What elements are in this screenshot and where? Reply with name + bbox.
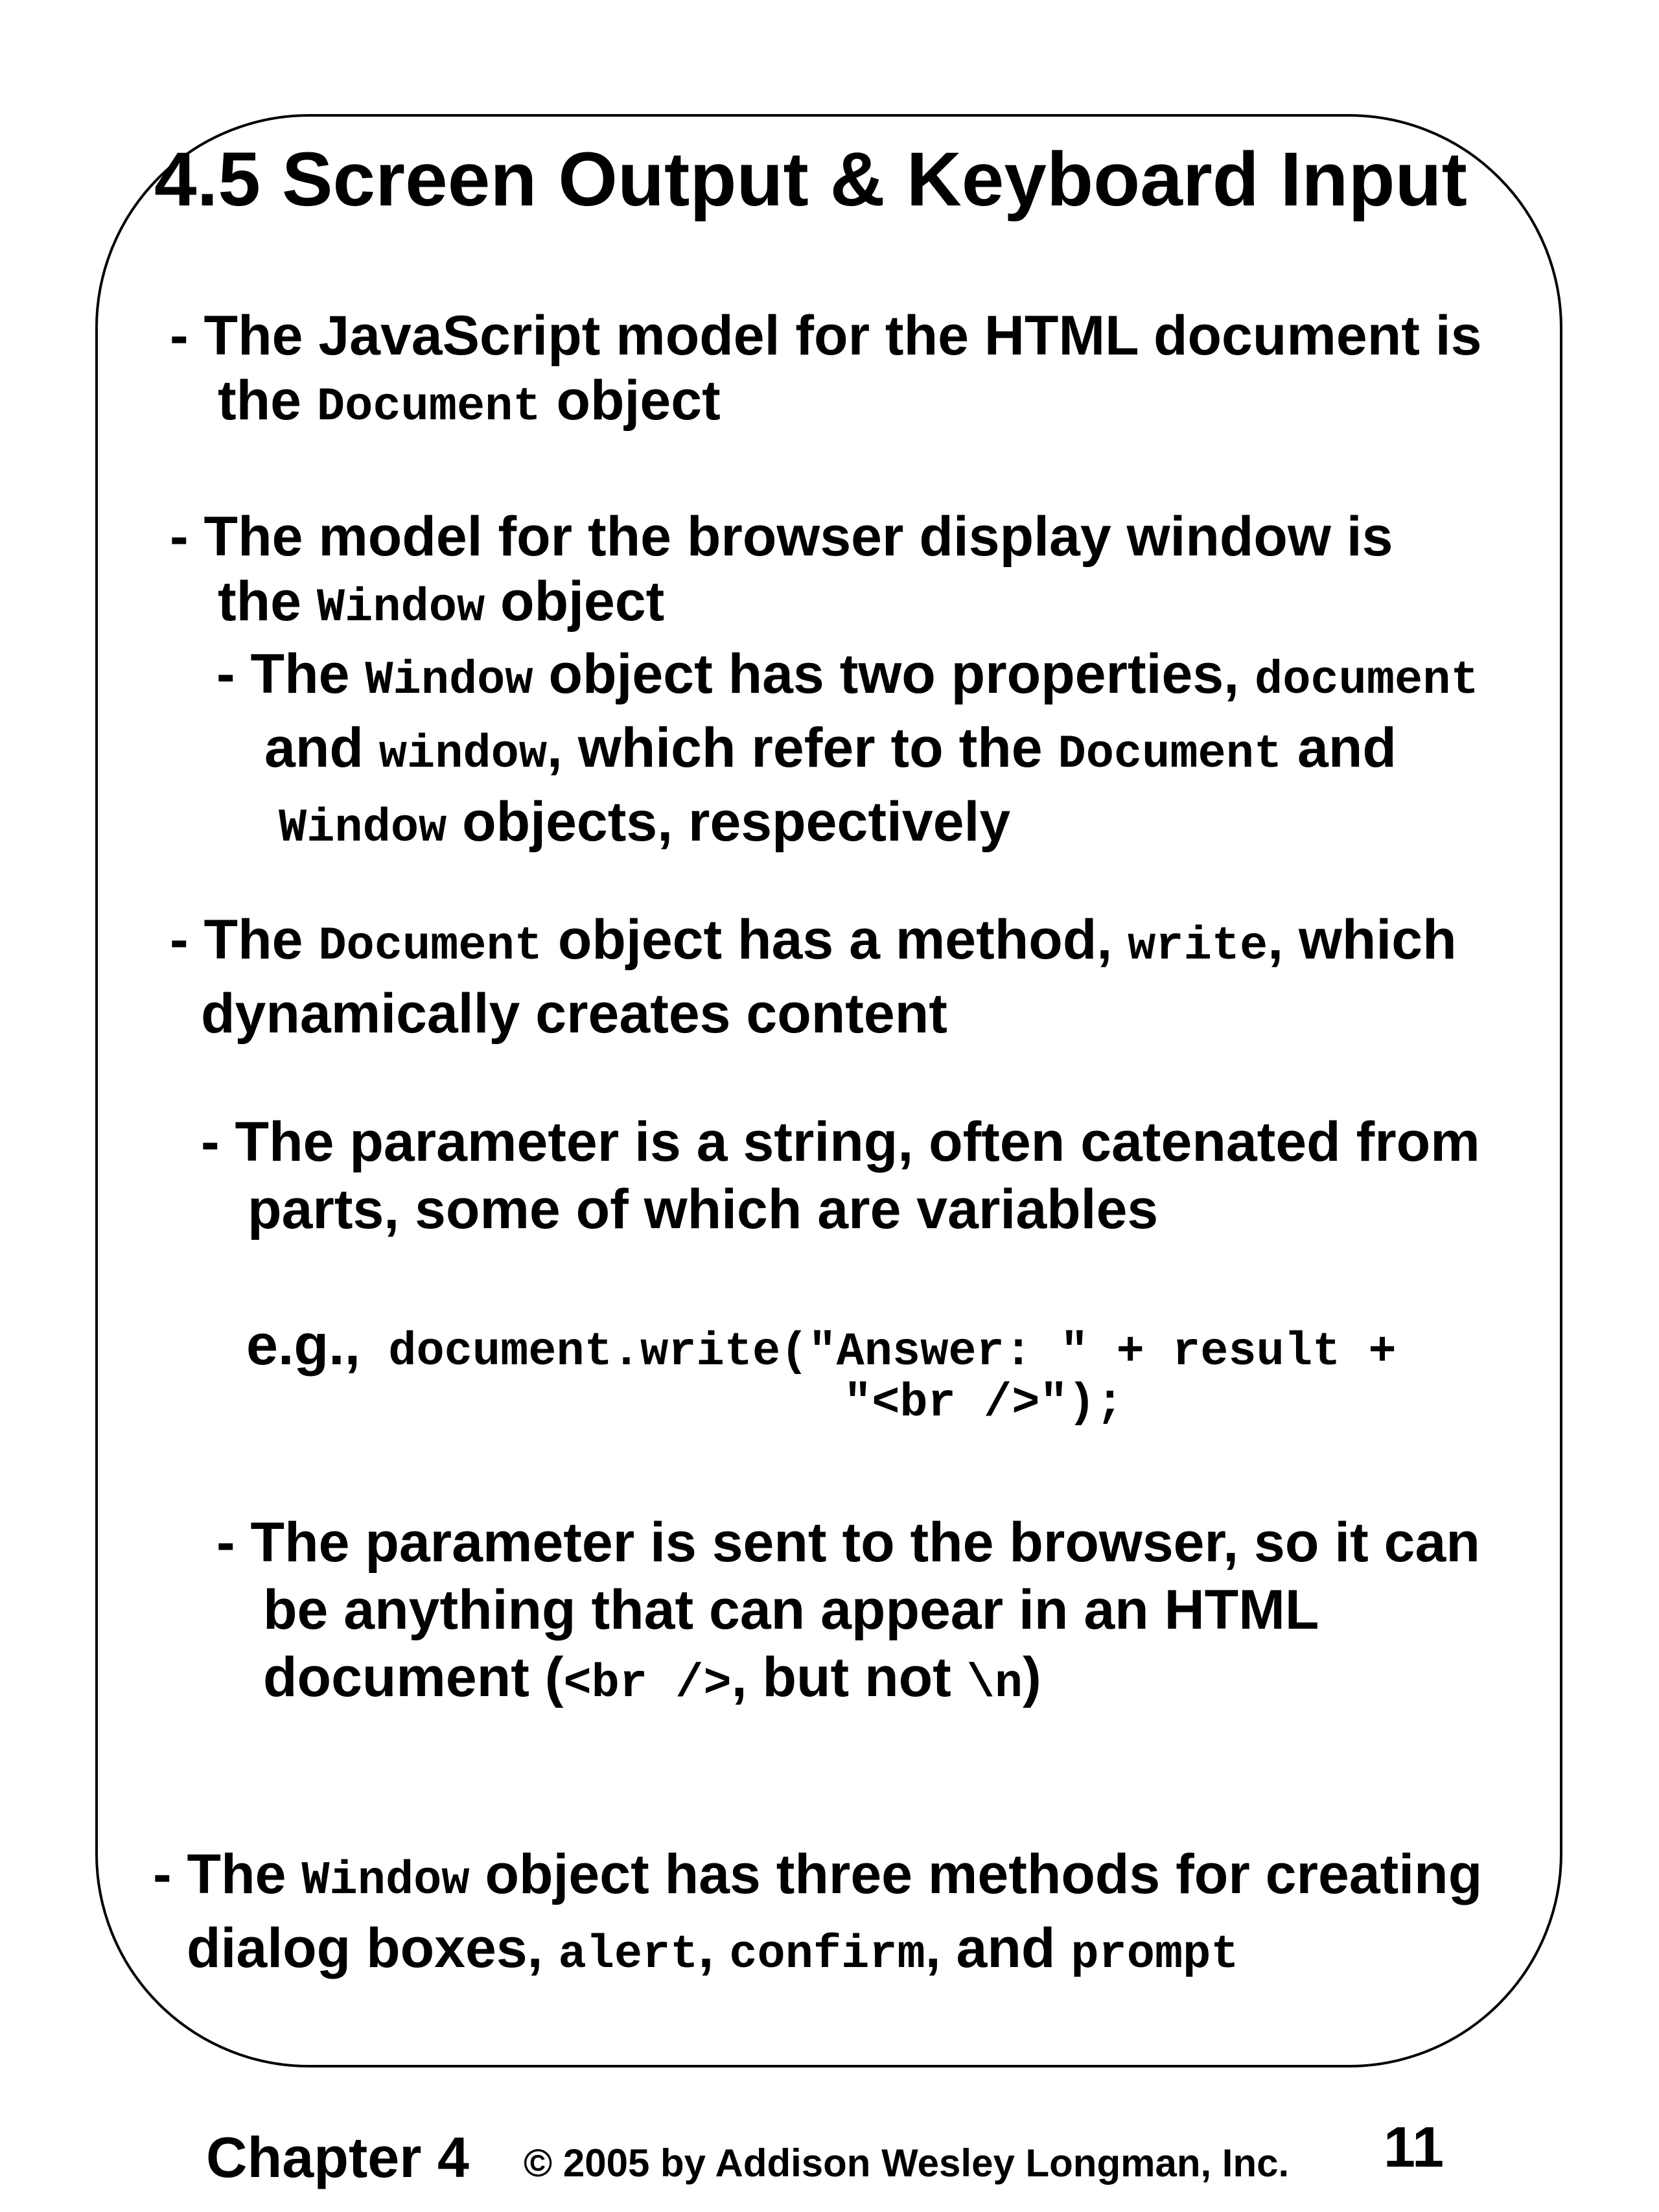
p7-line1: - The Window object has three methods for creating (153, 1843, 1483, 1907)
p3-line2: and window, which refer to the Document and (264, 717, 1397, 781)
paragraph-parameter-string (201, 1108, 1480, 1243)
paragraph-window-model (170, 504, 1393, 640)
footer-page-number: 11 (1384, 2115, 1444, 2179)
p6-line2: be anything that can appear in an HTML (263, 1579, 1319, 1641)
p2-line2: the Window object (218, 570, 665, 634)
footer-chapter: Chapter 4 (206, 2125, 469, 2189)
example-line1 (246, 1312, 1397, 1381)
paragraph-parameter-browser (216, 1509, 1480, 1717)
paragraph-window-properties (216, 640, 1479, 862)
p6-line3: document (<br />, but not \n) (263, 1646, 1041, 1710)
slide-title: 4.5 Screen Output & Keyboard Input (154, 137, 1467, 222)
p2-line1: - The model for the browser display window is (170, 506, 1393, 568)
p1-line1: - The JavaScript model for the HTML document is (170, 305, 1482, 367)
eg-label: e.g., (246, 1312, 361, 1377)
p4-line1: - The Document object has a method, write, which (170, 909, 1457, 973)
footer-copyright: © 2005 by Addison Wesley Longman, Inc. (524, 2141, 1290, 2185)
p5-line1: - The parameter is a string, often catenated from (201, 1111, 1480, 1173)
paragraph-write-method (170, 906, 1457, 1047)
example-code-line2: "<br />"); (844, 1377, 1124, 1430)
paragraph-dialog-methods (153, 1841, 1482, 1988)
p4-line2: dynamically creates content (201, 983, 947, 1045)
paragraph-document-model (170, 303, 1482, 439)
p6-line1: - The parameter is sent to the browser, so it can (216, 1511, 1480, 1574)
p3-line3: Window objects, respectively (279, 791, 1011, 855)
p7-line2: dialog boxes, alert, confirm, and prompt (187, 1917, 1239, 1981)
p5-line2: parts, some of which are variables (248, 1178, 1159, 1240)
p3-line1: - The Window object has two properties, document (216, 643, 1479, 707)
p1-line2: the Document object (218, 369, 721, 434)
example-code-line1: document.write("Answer: " + result + (388, 1325, 1397, 1379)
